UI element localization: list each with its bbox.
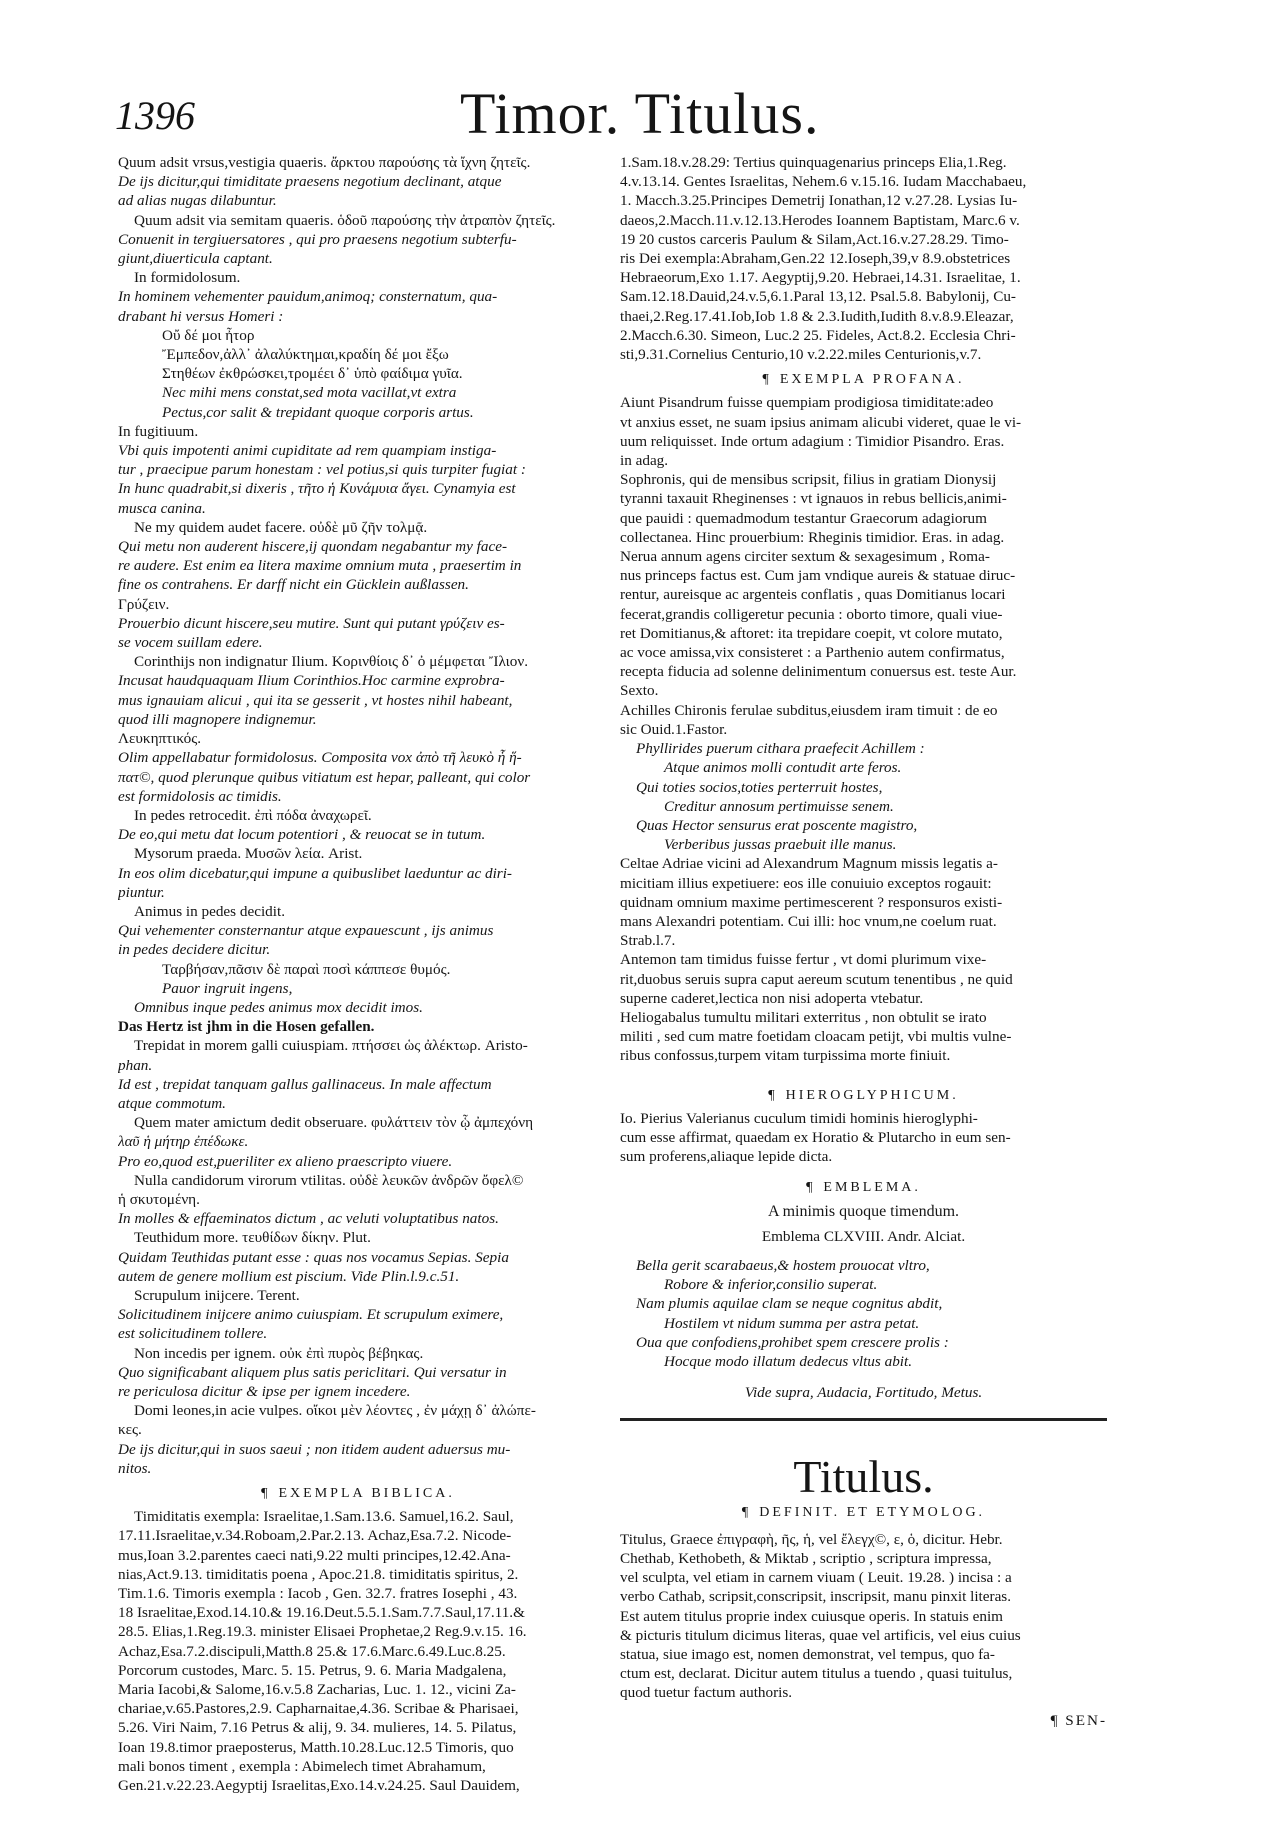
text-line: 4.v.13.14. Gentes Israelitas, Nehem.6 v.15.16. Iudam Macchabaeu, <box>620 173 1027 191</box>
text-line: quod tuetur factum authoris. <box>620 1684 793 1702</box>
verse-line: Phyllirides puerum cithara praefecit Achillem : <box>636 740 925 758</box>
heading-definit-etymolog: ¶ DEFINIT. ET ETYMOLOG. <box>741 1504 986 1520</box>
text-line: sum proferens,aliaque lepide dicta. <box>620 1148 833 1166</box>
text-line: nitos. <box>118 1459 152 1477</box>
text-line: superne caderet,lectica non nisi adoperta vtebatur. <box>620 989 924 1007</box>
text-line: Vbi quis impotenti animi cupiditate ad rem quampiam instiga- <box>118 442 497 460</box>
text-line: Tim.1.6. Timoris exempla : Iacob , Gen. 32.7. fratres Iosephi , 43. <box>118 1585 518 1603</box>
text-line: musca canina. <box>118 499 206 517</box>
text-line: Celtae Adriae vicini ad Alexandrum Magnum missis legatis a- <box>620 855 998 873</box>
text-line: Das Hertz ist jhm in die Hosen gefallen. <box>118 1018 375 1036</box>
text-line: Qui vehementer consternantur atque expauescunt , ijs animus <box>118 922 494 940</box>
text-line: rit,duobus seruis supra caput aereum scutum tenentibus , ne quid <box>620 970 1013 988</box>
text-line: Titulus, Graece ἐπιγραφὴ, ῆς, ἡ, vel ἔλεγχ©, ε, ὁ, dicitur. Hebr. <box>620 1530 1003 1548</box>
text-line: Strab.l.7. <box>620 932 676 950</box>
text-line: se vocem suillam edere. <box>118 634 263 652</box>
text-line: Ταρβήσαν,πᾶσιν δὲ παραὶ ποσὶ κάππεσε θυμός. <box>162 960 451 978</box>
text-line: 5.26. Viri Naim, 7.16 Petrus & alij, 9. 34. mulieres, 14. 5. Pilatus, <box>118 1719 517 1737</box>
text-line: De ijs dicitur,qui timiditate praesens negotium declinant, atque <box>118 173 502 191</box>
text-line: Timiditatis exempla: Israelitae,1.Sam.13.6. Samuel,16.2. Saul, <box>134 1508 514 1526</box>
text-line: mus,Ioan 3.2.parentes caeci nati,9.22 multi principes,12.42.Ana- <box>118 1546 511 1564</box>
pilcrow-icon: ¶ <box>806 1180 816 1196</box>
text-line: re audere. Est enim ea litera maxime omnium muta , praesertim in <box>118 557 522 575</box>
text-line: λαῦ ἡ μήτηρ ἐπέδωκε. <box>118 1133 249 1151</box>
text-line: chariae,v.65.Pastores,2.9. Capharnaitae,4.36. Scribae & Pharisaei, <box>118 1700 519 1718</box>
text-line: ad alias nugas dilabuntur. <box>118 192 277 210</box>
text-line: Id est , trepidat tanquam gallus gallinaceus. In male affectum <box>118 1075 492 1093</box>
text-line: daeos,2.Macch.11.v.12.13.Herodes Ioannem Baptistam, Marc.6 v. <box>620 211 1020 229</box>
text-line: rentur, aureisque ac argenteis conflatis , quas Domitianus locari <box>620 586 1006 604</box>
verse-line: Qui toties socios,toties perterruit hostes, <box>636 778 883 796</box>
text-line: Omnibus inque pedes animus mox decidit imos. <box>134 998 423 1016</box>
text-line: Olim appellabatur formidolosus. Composita vox ἀπὸ τῆ λευκὸ ἧ ἥ- <box>118 749 522 767</box>
text-line: nus princeps factus est. Cum jam vndique aureis & statuae diruc- <box>620 567 1016 585</box>
emblem-subtitle: Emblema CLXVIII. Andr. Alciat. <box>761 1227 966 1245</box>
text-line: Solicitudinem inijcere animo cuiuspiam. Et scrupulum eximere, <box>118 1306 504 1324</box>
text-line: In formidolosum. <box>134 269 241 287</box>
text-line: De ijs dicitur,qui in suos saeui ; non itidem audent aduersus mu- <box>118 1440 511 1458</box>
text-line: giunt,diuerticula captant. <box>118 250 273 268</box>
text-line: est solicitudinem tollere. <box>118 1325 268 1343</box>
text-line: Achaz,Esa.7.2.discipuli,Matth.8 25.& 17.6.Marc.6.49.Luc.8.25. <box>118 1642 506 1660</box>
pilcrow-icon: ¶ <box>741 1504 752 1520</box>
text-line: In pedes retrocedit. ἐπὶ πόδα ἀναχωρεῖ. <box>134 806 372 824</box>
right-column <box>620 153 1107 1730</box>
text-line: Quem mater amictum dedit obseruare. φυλάττειν τὸν ᾧ ἀμπεχόνη <box>134 1114 534 1132</box>
text-line: Conuenit in tergiuersatores , qui pro praesens negotium subterfu- <box>118 230 517 248</box>
verse-line: Oua que confodiens,prohibet spem crescere prolis : <box>636 1333 949 1351</box>
text-line: uum reliquisset. Inde ortum adagium : Timidior Pisandro. Eras. <box>620 432 1005 450</box>
heading-emblema: ¶ EMBLEMA. <box>806 1180 921 1196</box>
cross-reference: Vide supra, Audacia, Fortitudo, Metus. <box>744 1384 983 1402</box>
text-line: ἡ σκυτομένη. <box>118 1190 200 1208</box>
text-line: autem de genere mollium est piscium. Vide Plin.l.9.c.51. <box>118 1267 460 1285</box>
text-line: cum esse affirmat, quaedam ex Horatio & Plutarcho in eum sen- <box>620 1128 1011 1146</box>
text-line: 19 20 custos carceris Paulum & Silam,Act.16.v.27.28.29. Timo- <box>620 230 1009 248</box>
text-line: est formidolosis ac timidis. <box>118 787 282 805</box>
text-line: fecerat,grandis colligeretur pecunia : oborto timore, quali viue- <box>620 605 1003 623</box>
text-line: Pro eo,quod est,pueriliter ex alieno praescripto viuere. <box>118 1152 453 1170</box>
text-line: Maria Iacobi,& Salome,16.v.5.8 Zacharias, Luc. 1. 12., vicini Za- <box>118 1681 516 1699</box>
text-line: ac voce amissa,vix consisteret : a Parthenio autem confirmatus, <box>620 644 1005 662</box>
left-entries <box>118 153 598 1478</box>
text-line: sti,9.31.Cornelius Centurio,10 v.2.22.miles Centurionis,v.7. <box>620 346 982 364</box>
text-line: Heliogabalus tumultu militari exterritus , non obtulit se irato <box>620 1008 987 1026</box>
verse-line: Bella gerit scarabaeus,& hostem prouocat vltro, <box>636 1256 930 1274</box>
text-line: Est autem titulus proprie index cuiusque operis. In statuis enim <box>620 1607 1003 1625</box>
text-line: Gen.21.v.22.23.Aegyptij Israelitas,Exo.14.v.24.25. Saul Dauidem, <box>118 1777 520 1795</box>
verse-line: Nam plumis aquilae clam se neque cognitus abdit, <box>636 1295 943 1313</box>
text-line: Animus in pedes decidit. <box>134 902 286 920</box>
text-line: ris Dei exempla:Abraham,Gen.22 12.Ioseph,39,v 8.9.obstetrices <box>620 250 1011 268</box>
text-line: drabant hi versus Homeri : <box>118 307 284 325</box>
text-line: piuntur. <box>118 883 165 901</box>
text-line: mali bonos timent , exempla : Abimelech timet Abrahamum, <box>118 1757 486 1775</box>
heading-hieroglyphicum: ¶ HIEROGLYPHICUM. <box>768 1087 959 1103</box>
verse-line: Hocque modo illatum dedecus vltus abit. <box>664 1352 913 1370</box>
text-line: Nulla candidorum virorum vtilitas. οὐδὲ λευκῶν ἀνδρῶν ὄφελ© <box>134 1171 524 1189</box>
verse-line: Quas Hector sensurus erat poscente magistro, <box>636 816 918 834</box>
text-line: πατ©, quod plerunque quibus vitiatum est hepar, palleant, qui color <box>118 768 531 786</box>
text-line: Prouerbio dicunt hiscere,seu mutire. Sunt qui putant γρύζειν es- <box>118 614 505 632</box>
running-title: Timor. Titulus. <box>460 81 820 146</box>
text-line: mus ignauiam alicui , qui ita se gesserit , vt hostes nihil habeant, <box>118 691 513 709</box>
text-line: Qui metu non auderent hiscere,ij quondam negabantur my face- <box>118 538 508 556</box>
text-line: Λευκηπτικός. <box>118 730 202 748</box>
text-line: In molles & effaeminatos dictum , ac veluti voluptatibus natos. <box>118 1210 499 1228</box>
text-line: Aiunt Pisandrum fuisse quempiam prodigiosa timiditate:adeo <box>620 394 994 412</box>
text-line: Achilles Chironis ferulae subditus,eiusdem iram timuit : de eo <box>620 701 998 719</box>
text-line: phan. <box>118 1056 153 1074</box>
text-line: in pedes decidere dicitur. <box>118 941 271 959</box>
text-line: quidnam omnium maxime pertimescerent ? responsuros existi- <box>620 893 1003 911</box>
text-line: re periculosa dicitur & ipse per ignem incedere. <box>118 1383 411 1400</box>
left-column <box>118 153 598 1795</box>
text-line: Sexto. <box>620 682 659 700</box>
heading-exempla-biblica: ¶ EXEMPLA BIBLICA. <box>261 1486 455 1502</box>
text-line: κες. <box>118 1421 142 1439</box>
text-line: Incusat haudquaquam Ilium Corinthios.Hoc carmine exprobra- <box>118 672 505 690</box>
text-line: Quo significabant aliquem plus satis periclitari. Qui versatur in <box>118 1363 507 1381</box>
text-line: Στηθέων ἐκθρώσκει,τρομέει δ᾽ ὑπὸ φαίδιμα γυῖα. <box>162 365 463 383</box>
section-title-titulus: Titulus. <box>793 1451 934 1503</box>
verse-line: Atque animos molli contudit arte feros. <box>664 759 902 777</box>
text-line: Io. Pierius Valerianus cuculum timidi hominis hieroglyphi- <box>620 1109 978 1127</box>
text-line: In hunc quadrabit,si dixeris , τῆτο ἡ Κυνάμυια ἄγει. Cynamyia est <box>118 480 516 498</box>
text-line: tyranni taxauit Rheginenses : vt ignauos in rebus bellicis,animi- <box>620 490 1007 508</box>
text-line: vel sculpta, vel etiam in carnem viuam ( Leuit. 19.28. ) incisa : a <box>620 1569 1012 1587</box>
text-line: Hebraeorum,Exo 1.17. Aegyptij,9.20. Hebraei,14.31. Israelitae, 1. <box>620 269 1021 287</box>
ovid-verse <box>620 739 1107 854</box>
text-line: tur , praecipue parum honestam : vel potius,si quis turpiter fugiat : <box>118 461 526 479</box>
text-line: Γρύζειν. <box>118 595 170 613</box>
text-line: vt anxius esset, ne suam ipsius animam alicubi videret, quae le vi- <box>620 413 1022 431</box>
text-line: Corinthijs non indignatur Ilium. Κορινθίοις δ᾽ ὀ μέμφεται Ἴλιον. <box>134 653 528 671</box>
text-line: mans Alexandri potentiam. Cui illi: hoc vnum,ne coelum ruat. <box>620 912 997 930</box>
text-line: In eos olim dicebatur,qui impune a quibuslibet laeduntur ac diri- <box>118 864 512 882</box>
pilcrow-icon: ¶ <box>1050 1711 1066 1729</box>
text-line: 2.Macch.6.30. Simeon, Luc.2 25. Fideles, Act.8.2. Ecclesia Chri- <box>620 326 1016 344</box>
text-line: Quum adsit via semitam quaeris. ὁδοῦ παρούσης τὴν ἀτραπὸν ζητεῖς. <box>134 211 556 229</box>
text-line: Chethab, Kethobeth, & Miktab , scriptio , scriptura impressa, <box>620 1550 992 1567</box>
text-line: 1.Sam.18.v.28.29: Tertius quinquagenarius princeps Elia,1.Reg. <box>620 154 1007 171</box>
verse-line: Robore & inferior,consilio superat. <box>664 1276 878 1294</box>
pilcrow-icon: ¶ <box>762 372 772 388</box>
biblica-continued <box>620 153 1107 364</box>
text-line: Nec mihi mens constat,sed mota vacillat,vt extra <box>162 384 457 402</box>
text-line: 28.5. Elias,1.Reg.19.3. minister Elisaei Prophetae,2 Reg.9.v.15. 16. <box>118 1623 527 1641</box>
text-line: 18 Israelitae,Exod.14.10.& 19.16.Deut.5.5.1.Sam.7.7.Saul,17.11.& <box>118 1604 525 1622</box>
text-line: sic Ouid.1.Fastor. <box>620 720 728 738</box>
text-line: Pauor ingruit ingens, <box>162 979 293 997</box>
text-line: ret Domitianus,& aftoret: ita trepidare coepit, vt colore mutato, <box>620 624 1003 642</box>
pilcrow-icon: ¶ <box>261 1486 271 1502</box>
text-line: Ἔμπεδον,ἀλλ᾽ ἀλαλύκτημαι,κραδίη δέ μοι ἔξω <box>162 346 449 364</box>
page-number: 1396 <box>115 93 195 138</box>
text-line: Porcorum custodes, Marc. 5. 15. Petrus, 9. 6. Maria Madgalena, <box>118 1661 507 1679</box>
pilcrow-icon: ¶ <box>768 1087 778 1103</box>
text-line: collectanea. Hinc prouerbium: Rheginis timidior. Eras. in adag. <box>620 528 1005 546</box>
emblem-verse <box>620 1256 1107 1371</box>
text-line: & picturis titulum dicimus literas, quae vel artificis, vel eius cuius <box>620 1626 1021 1644</box>
text-line: recepta fiducia ad solenne delinimentum conuersus est. teste Aur. <box>620 663 1017 681</box>
section-divider <box>620 1418 1107 1421</box>
text-line: Sam.12.18.Dauid,24.v.5,6.1.Paral 13,12. Psal.5.8. Babylonij, Cu- <box>620 288 1016 306</box>
text-line: In hominem vehementer pauidum,animoq; consternatum, qua- <box>118 288 498 306</box>
text-line: ribus confossus,turpem vitam turpissima morte finiuit. <box>620 1047 951 1065</box>
verse-line: Creditur annosum pertimuisse senem. <box>664 797 894 815</box>
text-line: Ne my quidem audet facere. οὐδὲ μῦ ζῆν τολμᾷ. <box>134 518 428 536</box>
text-line: micitiam illius expetiuere: eos ille conuiuio exceptos rogauit: <box>620 874 992 892</box>
text-line: fine os contrahens. Er darff nicht ein Gücklein außlassen. <box>118 576 469 594</box>
definition-paragraph <box>620 1530 1107 1703</box>
text-line: militi , sed cum matre foetidam cloacam petijt, vbi multis vulne- <box>620 1028 1012 1046</box>
heading-exempla-profana: ¶ EXEMPLA PROFANA. <box>762 372 965 388</box>
text-line: atque commotum. <box>118 1094 226 1112</box>
text-line: Quum adsit vrsus,vestigia quaeris. ἄρκτου παρούσης τὰ ἴχνη ζητεῖς. <box>118 154 531 171</box>
text-line: Scrupulum inijcere. Terent. <box>134 1286 300 1304</box>
text-line: Trepidat in morem galli cuiuspiam. πτήσσει ὡς ἀλέκτωρ. Aristo- <box>134 1037 528 1055</box>
text-line: nias,Act.9.13. timiditatis poena , Apoc.21.8. timiditatis spiritus, 2. <box>118 1565 519 1583</box>
text-line: Nerua annum agens circiter sextum & sexagesimum , Roma- <box>620 548 990 566</box>
catchword: ¶ SEN- <box>1050 1711 1107 1729</box>
text-line: Non incedis per ignem. οὐκ ἐπὶ πυρὸς βέβηκας. <box>134 1344 424 1362</box>
text-line: Pectus,cor salit & trepidant quoque corporis artus. <box>162 403 474 421</box>
text-line: 17.11.Israelitae,v.34.Roboam,2.Par.2.13. Achaz,Esa.7.2. Nicode- <box>118 1527 512 1545</box>
verse-line: Hostilem vt nidum summa per astra petat. <box>664 1314 920 1332</box>
text-line: Mysorum praeda. Μυσῶν λεία. Arist. <box>134 845 363 863</box>
text-line: verbo Cathab, scripsit,conscripsit, inscripsit, manu pinxit literas. <box>620 1588 1012 1606</box>
text-line: statua, siue imago est, nomen demonstrat, vel tempus, quo fa- <box>620 1646 995 1664</box>
text-line: Ioan 19.8.timor praeposterus, Matth.10.28.Luc.12.5 Timoris, quo <box>118 1738 514 1756</box>
text-line: in adag. <box>620 452 669 470</box>
verse-line: Verberibus jussas praebuit ille manus. <box>664 836 897 854</box>
text-line: Domi leones,in acie vulpes. οἴκοι μὲν λέοντες , ἐν μάχῃ δ᾽ ἀλώπε- <box>134 1402 536 1420</box>
text-line: ctum est, declarat. Dicitur autem titulus a tuendo , quasi tuitulus, <box>620 1665 1013 1683</box>
text-line: Teuthidum more. τευθίδων δίκην. Plut. <box>134 1229 371 1247</box>
text-line: Antemon tam timidus fuisse fertur , vt domi plurimum vixe- <box>620 951 987 969</box>
text-line: Sophronis, qui de mensibus scripsit, filius in gratiam Dionysij <box>620 471 997 489</box>
hieroglyphicum-paragraph <box>620 1109 1107 1167</box>
text-line: Οὔ δέ μοι ἦτορ <box>162 326 255 344</box>
biblica-paragraph <box>118 1507 598 1795</box>
text-line: De eo,qui metu dat locum potentiori , & reuocat se in tutum. <box>118 826 486 844</box>
text-line: Quidam Teuthidas putant esse : quas nos vocamus Sepias. Sepia <box>118 1248 509 1266</box>
text-line: In fugitiuum. <box>118 422 199 440</box>
text-line: quod illi magnopere indignemur. <box>118 710 317 728</box>
profana-paragraphs <box>620 393 1107 739</box>
text-line: thaei,2.Reg.17.41.Iob,Iob 1.8 & 2.3.Iudith,Iudith 8.v.8.9.Eleazar, <box>620 307 1014 325</box>
profana-paragraphs-2 <box>620 854 1107 1065</box>
text-line: que pauidi : quemadmodum testantur Graecorum adagiorum <box>620 509 987 527</box>
emblem-title: A minimis quoque timendum. <box>767 1202 960 1220</box>
text-line: 1. Macch.3.25.Principes Demetrij Ionathan,12 v.27.28. Lysias Iu- <box>620 192 1018 210</box>
